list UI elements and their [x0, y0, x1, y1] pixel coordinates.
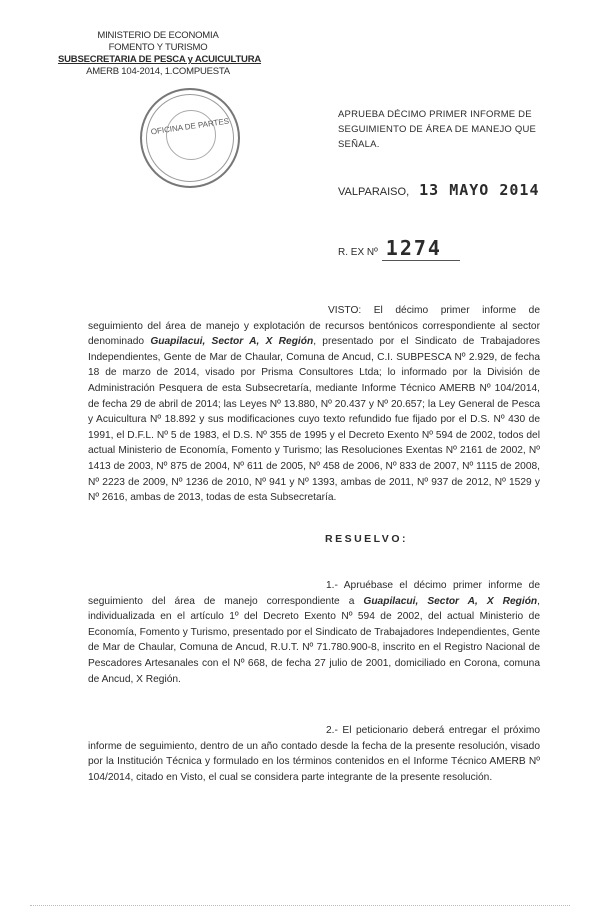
- item1-lead: 1.- Apruébase el décimo primer informe de seguimiento del área de manejo correspondiente a: [88, 580, 540, 607]
- visto-text-1: El décimo primer informe de seguimiento del área de manejo y explotación de recursos bentónicos correspondiente al sector denominado: [88, 305, 540, 348]
- stamp-text: OFICINA DE PARTES: [150, 116, 230, 137]
- stamp-inner-ring: [166, 110, 216, 160]
- resolution-number: [338, 236, 460, 260]
- reference-code: AMERB 104-2014, 1.COMPUESTA: [86, 66, 230, 77]
- visto-lead: VISTO:: [328, 305, 362, 316]
- official-stamp: [140, 88, 240, 188]
- resolution-title: APRUEBA DÉCIMO PRIMER INFORME DE SEGUIMIENTO DE ÁREA DE MANEJO QUE SEÑALA.: [338, 109, 537, 150]
- rex-label: R. EX Nº: [338, 247, 378, 258]
- item2-text: 2.- El peticionario deberá entregar el próximo informe de seguimiento, dentro de un año contado desde la fecha de la presente resolución, visado por la Institución Técnica y formulado en los términos contenidos en el Informe Técnico AMERB Nº 104/2014, citado en Visto, el cual se considera parte integrante de la presente resolución.: [88, 725, 540, 783]
- rex-number: 1274: [382, 236, 460, 261]
- page-bottom-rule: [30, 905, 570, 906]
- visto-text-2: , presentado por el Sindicato de Trabajadores Independientes, Gente de Mar de Chaular, Comuna de Ancud, C.I. SUBPESCA Nº 2.929, de fecha 18 de marzo de 2014, visado por Prisma Consultores Ltda; lo informado por la División de Administración Pesquera de esta Subsecretaría, mediante Informe Técnico AMERB Nº 104/2014, de fecha 29 de abril de 2014; las Leyes Nº 13.880, Nº 20.437 y Nº 20.657; la Ley General de Pesca y Acuicultura Nº 18.892 y sus modificaciones cuyo texto refundido fue fijado por el D.S. Nº 430 de 1991, el D.F.L. Nº 5 de 1983, el D.S. Nº 355 de 1995 y el Decreto Exento Nº 594 de 2002, todos del actual Ministerio de Economía, Fomento y Turismo; las Resoluciones Exentas Nº 2161 de 2002, Nº 1413 de 2003, Nº 875 de 2004, Nº 611 de 2005, Nº 458 de 2006, Nº 833 de 2007, Nº 1115 de 2008, Nº 2223 de 2009, Nº 1236 de 2010, Nº 941 y Nº 1393, ambas de 2011, Nº 937 de 2012, Nº 1529 y Nº 2616, ambas de 2013, todas de esta Subsecretaría.: [88, 336, 540, 504]
- date-stamp: 13 MAYO 2014: [419, 181, 540, 199]
- resuelvo-heading: RESUELVO:: [325, 533, 408, 545]
- place-date: [338, 181, 540, 199]
- item1-place: Guapilacui, Sector A, X Región: [363, 595, 538, 607]
- visto-place: Guapilacui, Sector A, X Región: [150, 336, 314, 348]
- city: VALPARAISO,: [338, 186, 410, 198]
- visto-paragraph: [88, 303, 540, 506]
- item1-rest: , individualizada en el artículo 1º del Decreto Exento Nº 594 de 2002, del actual Ministerio de Economía, Fomento y Turismo, presentado por el Sindicato de Trabajadores Independientes, Gente de Mar de Chaular, Comuna de Ancud, R.U.T. Nº 71.780.900-8, inscrito en el Registro Nacional de Pescadores Artesanales con el Nº 668, de fecha 27 julio de 2001, domiciliado en Corona, comuna de Ancud, X Región.: [88, 595, 540, 685]
- ministry-subline: FOMENTO Y TURISMO: [108, 42, 208, 53]
- subsecretaria-line: SUBSECRETARIA DE PESCA y ACUICULTURA: [58, 54, 262, 65]
- institution-header: [58, 30, 262, 78]
- ministry-line: MINISTERIO DE ECONOMIA: [97, 30, 219, 41]
- resolution-item-1: [88, 578, 540, 687]
- resolution-item-2: [88, 723, 540, 785]
